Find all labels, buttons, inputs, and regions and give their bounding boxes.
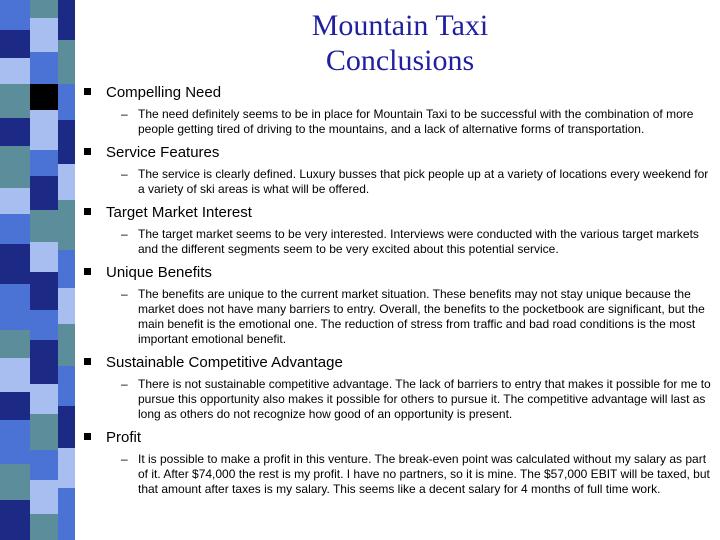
stripe-block <box>30 150 58 176</box>
bullet-list <box>84 84 714 497</box>
stripe-block <box>30 310 58 340</box>
square-bullet-icon <box>84 208 91 215</box>
bullet-unique-benefits <box>84 264 714 347</box>
sub-bullet <box>121 107 714 137</box>
dash-bullet-icon: – <box>121 227 128 241</box>
sub-bullet <box>121 227 714 257</box>
sub-bullet-text: The need definitely seems to be in place for Mountain Taxi to be successful with the combination of more people getting tired of driving to the mountains, and a lack of alternative forms of transportation. <box>138 107 694 136</box>
stripe-block <box>58 406 75 448</box>
sub-bullet-text: It is possible to make a profit in this venture. The break-even point was calculated without my salary as part of it. After $74,000 the rest is my profit. I have no partners, so it is mine. The $57,000 EBIT will be taxed, but that amount after taxes is my salary. This seems like a decent salary for 4 months of full time work. <box>138 452 710 496</box>
stripe-block <box>30 242 58 272</box>
stripe-block <box>58 366 75 406</box>
stripe-block <box>0 392 30 420</box>
dash-bullet-icon: – <box>121 452 128 466</box>
stripe-block <box>0 118 30 146</box>
stripe-block <box>30 52 58 84</box>
dash-bullet-icon: – <box>121 377 128 391</box>
dash-bullet-icon: – <box>121 287 128 301</box>
stripe-block <box>0 214 30 244</box>
bullet-sustainable-competitive-advantage <box>84 354 714 422</box>
stripe-block <box>0 30 30 58</box>
stripe-block <box>0 0 30 30</box>
stripe-block <box>30 450 58 480</box>
slide-title <box>220 8 580 78</box>
stripe-block <box>30 110 58 150</box>
square-bullet-icon <box>84 433 91 440</box>
stripe-block <box>58 40 75 84</box>
stripe-block <box>30 272 58 310</box>
stripe-block <box>30 84 58 110</box>
stripe-block <box>0 188 30 214</box>
bullet-heading: Profit <box>106 429 142 446</box>
stripe-block <box>58 84 75 120</box>
stripe-block <box>0 284 30 330</box>
stripe-block <box>30 340 58 384</box>
stripe-block <box>0 146 30 188</box>
sub-bullet <box>121 287 714 347</box>
stripe-block <box>30 514 58 540</box>
bullet-heading: Compelling Need <box>106 84 222 101</box>
bullet-compelling-need <box>84 84 714 137</box>
decorative-stripe <box>0 0 75 540</box>
stripe-block <box>30 0 58 18</box>
sub-bullet-text: There is not sustainable competitive advantage. The lack of barriers to entry that makes it possible for me to pursue this opportunity also makes it possible for others to pursue it. The competitive advantage will last as long as others do not recognize how good of an opportunity is present. <box>138 377 711 421</box>
stripe-block <box>0 464 30 500</box>
stripe-block <box>30 480 58 514</box>
stripe-block <box>0 244 30 284</box>
bullet-service-features <box>84 144 714 197</box>
title-line-1: Mountain Taxi <box>311 9 489 42</box>
stripe-block <box>58 448 75 488</box>
sub-bullet-text: The benefits are unique to the current market situation. These benefits may not stay unique because the market does not have many barriers to entry. Overall, the benefits to the pocketbook are significant, but the main benefit is the emotional one. The reduction of stress from traffic and bad road conditions is the most important emotional benefit. <box>138 287 705 346</box>
stripe-block <box>0 358 30 392</box>
sub-bullet <box>121 167 714 197</box>
dash-bullet-icon: – <box>121 107 128 121</box>
stripe-block <box>58 120 75 164</box>
square-bullet-icon <box>84 358 91 365</box>
sub-bullet <box>121 452 714 497</box>
sub-bullet-text: The target market seems to be very interested. Interviews were conducted with the various target markets and the different segments seem to be very excited about this potential service. <box>138 227 699 256</box>
sub-bullet <box>121 377 714 422</box>
bullet-heading: Target Market Interest <box>106 204 252 221</box>
stripe-block <box>30 176 58 210</box>
stripe-block <box>58 200 75 250</box>
bullet-heading: Sustainable Competitive Advantage <box>106 354 343 371</box>
square-bullet-icon <box>84 88 91 95</box>
stripe-block <box>30 210 58 242</box>
bullet-profit <box>84 429 714 497</box>
stripe-block <box>0 500 30 540</box>
title-line-2: Conclusions <box>325 44 475 77</box>
sub-bullet-text: The service is clearly defined. Luxury busses that pick people up at a variety of locations every weekend for a variety of ski areas is what will be offered. <box>138 167 709 196</box>
square-bullet-icon <box>84 148 91 155</box>
bullet-target-market-interest <box>84 204 714 257</box>
stripe-block <box>0 84 30 118</box>
bullet-heading: Service Features <box>106 144 220 161</box>
stripe-block <box>30 18 58 52</box>
stripe-block <box>58 488 75 540</box>
stripe-block <box>0 58 30 84</box>
square-bullet-icon <box>84 268 91 275</box>
stripe-block <box>58 0 75 40</box>
stripe-block <box>0 330 30 358</box>
stripe-block <box>0 420 30 464</box>
dash-bullet-icon: – <box>121 167 128 181</box>
stripe-block <box>30 384 58 414</box>
stripe-block <box>58 250 75 288</box>
stripe-block <box>58 324 75 366</box>
bullet-heading: Unique Benefits <box>106 264 212 281</box>
stripe-block <box>58 288 75 324</box>
stripe-block <box>30 414 58 450</box>
stripe-block <box>58 164 75 200</box>
